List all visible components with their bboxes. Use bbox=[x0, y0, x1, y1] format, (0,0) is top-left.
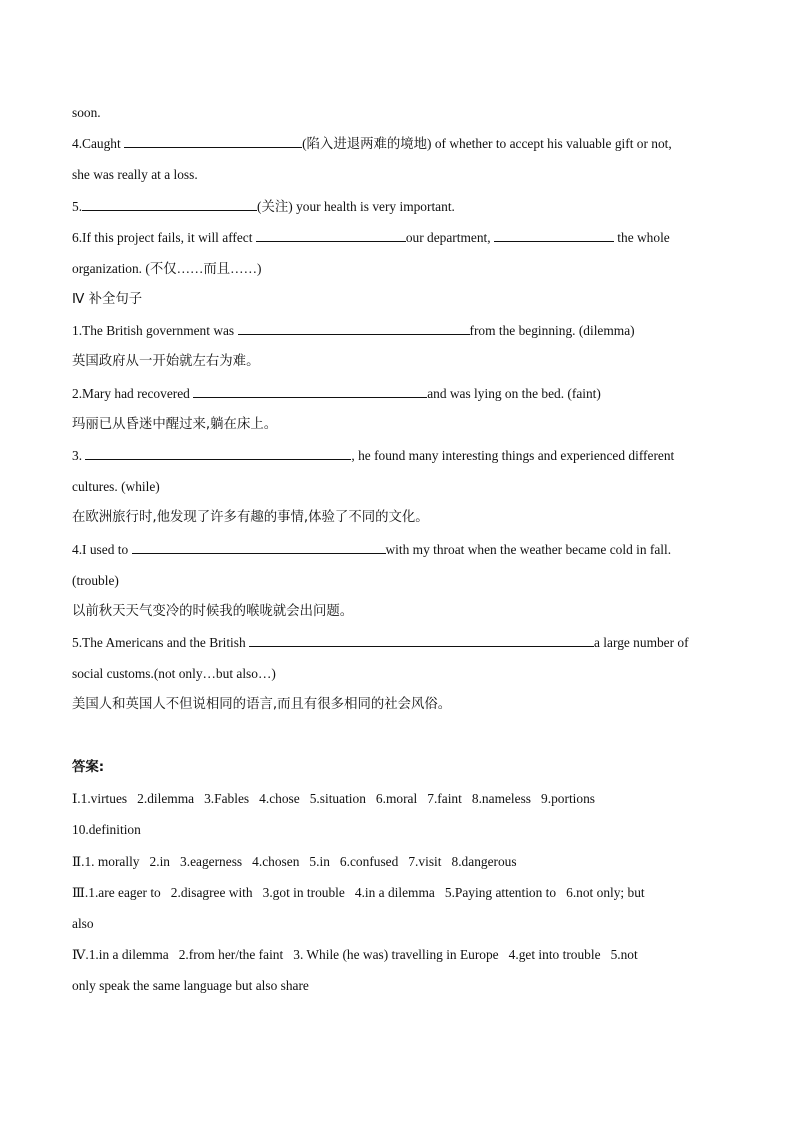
text-line: cultures. (while) bbox=[72, 479, 160, 494]
sentence-5: 5.The Americans and the British a large number of bbox=[72, 635, 689, 650]
fill-blank[interactable] bbox=[132, 541, 386, 554]
fill-blank[interactable] bbox=[494, 229, 614, 242]
answer-line: Ⅳ.1.in a dilemma 2.from her/the faint 3. While (he was) travelling in Europe 4.get into trouble 5.not bbox=[72, 947, 638, 962]
translation-4: 以前秋天天气变冷的时候我的喉咙就会出问题。 bbox=[72, 604, 354, 619]
answer-line: 10.definition bbox=[72, 822, 141, 837]
sentence-4: 4.I used to with my throat when the weather became cold in fall. bbox=[72, 542, 672, 557]
answer-line: Ⅰ.1.virtues 2.dilemma 3.Fables 4.chose 5.situation 6.moral 7.faint 8.nameless 9.portions bbox=[72, 791, 595, 806]
text-line: social customs.(not only…but also…) bbox=[72, 666, 276, 681]
answers-heading: 答案: bbox=[72, 760, 105, 775]
answer-line: Ⅲ.1.are eager to 2.disagree with 3.got in trouble 4.in a dilemma 5.Paying attention to 6.not only; but bbox=[72, 885, 645, 900]
fill-blank[interactable] bbox=[124, 135, 302, 148]
translation-2: 玛丽已从昏迷中醒过来,躺在床上。 bbox=[72, 417, 278, 432]
exercise-5: 5. (关注) your health is very important. bbox=[72, 199, 455, 214]
translation-3: 在欧洲旅行时,他发现了许多有趣的事情,体验了不同的文化。 bbox=[72, 510, 429, 525]
sentence-1: 1.The British government was from the beginning. (dilemma) bbox=[72, 323, 635, 338]
fill-blank[interactable] bbox=[85, 447, 351, 460]
fill-blank[interactable] bbox=[256, 229, 406, 242]
translation-5: 美国人和英国人不但说相同的语言,而且有很多相同的社会风俗。 bbox=[72, 697, 452, 712]
exercise-4: 4.Caught (陷入进退两难的境地) of whether to accept his valuable gift or not, bbox=[72, 136, 672, 151]
fill-blank[interactable] bbox=[249, 634, 594, 647]
sentence-2: 2.Mary had recovered and was lying on the bed. (faint) bbox=[72, 386, 601, 401]
fill-blank[interactable] bbox=[193, 385, 427, 398]
text-line: she was really at a loss. bbox=[72, 167, 198, 182]
answer-line: also bbox=[72, 916, 94, 931]
text-line: organization. (不仅……而且……) bbox=[72, 261, 262, 276]
translation-1: 英国政府从一开始就左右为难。 bbox=[72, 354, 260, 369]
text-line: (trouble) bbox=[72, 573, 119, 588]
fill-blank[interactable] bbox=[238, 322, 470, 335]
exercise-6: 6.If this project fails, it will affect our department, the whole bbox=[72, 230, 670, 245]
answer-line: Ⅱ.1. morally 2.in 3.eagerness 4.chosen 5.in 6.confused 7.visit 8.dangerous bbox=[72, 854, 517, 869]
sentence-3: 3. , he found many interesting things and experienced different bbox=[72, 448, 675, 463]
section-heading-iv: Ⅳ 补全句子 bbox=[72, 292, 143, 307]
answer-line: only speak the same language but also share bbox=[72, 978, 309, 993]
fill-blank[interactable] bbox=[82, 198, 257, 211]
text-line: soon. bbox=[72, 105, 101, 120]
